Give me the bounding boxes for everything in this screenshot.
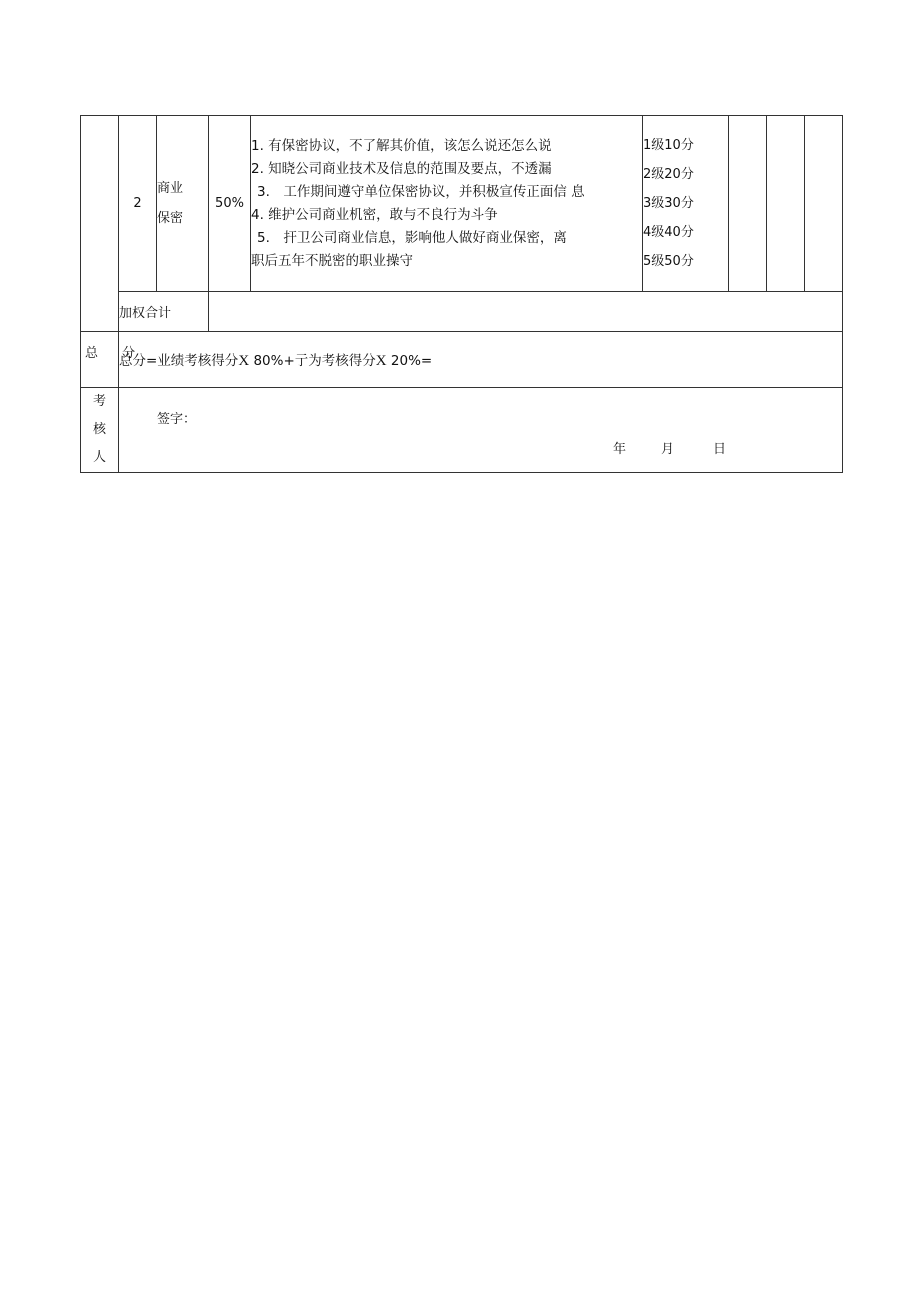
signature-label: 签字： [157,412,197,427]
level-item: 4级40分 [643,225,694,240]
weighted-total-row [81,292,843,332]
criteria-line: 1. 有保密协议，不了解其价值，该怎么说还怎么说 [251,137,552,154]
date-field [613,438,726,457]
category-cell [157,116,209,292]
formula-multiply: X [375,353,387,369]
section-label-cell [81,116,119,332]
criteria-line: 职后五年不脱密的职业操守 [251,252,413,269]
assessor-char: 核 [92,422,106,437]
criteria-line: 2. 知晓公司商业技术及信息的范围及要点，不透漏 [251,160,552,177]
total-score-row [81,332,843,388]
row-index: 2 [119,116,157,292]
date-year: 年 [613,442,627,457]
assessor-label [81,388,119,473]
criteria-line: 4. 维护公司商业机密，敢与不良行为斗争 [251,206,498,223]
level-item: 1级10分 [643,138,694,153]
category-line: 商业 [157,180,184,196]
score-cell [805,116,843,292]
total-score-label: 总 分 [81,332,119,388]
formula-text: 总分=业绩考核得分 [119,353,239,369]
formula-multiply: X [238,353,250,369]
score-cell [767,116,805,292]
level-item: 2级20分 [643,167,694,182]
assessor-row [81,388,843,473]
levels-cell [643,116,729,292]
criteria-line: 3. 工作期间遵守单位保密协议，并积极宣传正面信 息 [257,183,585,200]
evaluation-table [80,115,843,473]
score-cell [729,116,767,292]
criterion-row [81,116,843,292]
level-item: 3级30分 [643,196,694,211]
weight-cell: 50% [209,116,251,292]
date-day: 日 [713,442,727,457]
formula-text: 80%+亍为考核得分 [249,353,376,369]
formula-text: 20%= [386,353,433,369]
assessor-char: 人 [92,450,106,465]
signature-cell[interactable] [119,388,843,473]
category-line: 保密 [157,210,184,226]
criteria-cell [251,116,643,292]
criteria-line: 5. 扞卫公司商业信息，影响他人做好商业保密，离 [257,229,567,246]
weighted-total-value [209,292,843,332]
level-item: 5级50分 [643,254,694,269]
date-month: 月 [661,442,675,457]
weighted-total-label: 加权合计 [119,292,209,332]
total-score-formula [119,332,843,388]
assessor-char: 考 [92,394,106,409]
